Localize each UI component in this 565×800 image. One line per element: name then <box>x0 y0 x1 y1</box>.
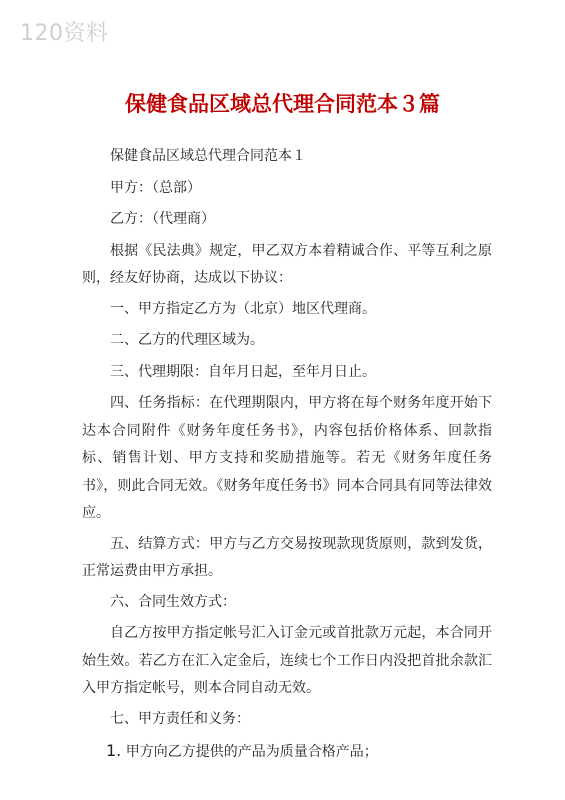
paragraph-subtitle: 保健食品区域总代理合同范本１ <box>110 148 306 164</box>
paragraph-clause-3: 三、代理期限：自年月日起，至年月日止。 <box>110 363 376 380</box>
paragraph-clause-7: 七、甲方责任和义务： <box>110 710 250 727</box>
list-item <box>82 737 492 767</box>
list-item-text: 甲方向乙方提供的产品为质量合格产品； <box>125 744 378 760</box>
watermark: 120资料 <box>20 21 109 46</box>
paragraph-clause-2: 二、乙方的代理区域为。 <box>110 332 264 348</box>
paragraph-clause-1: 一、甲方指定乙方为（北京）地区代理商。 <box>110 300 376 317</box>
paragraph-party-a: 甲方：（总部） <box>110 179 201 196</box>
paragraph-clause-6-body: 自乙方按甲方指定帐号汇入订金元或首批款万元起，本合同开始生效。若乙方在汇入定金后，连续七个工作日内没把首批余款汇入甲方指定帐号，则本合同自动无效。 <box>82 625 492 696</box>
paragraph-preamble: 根据《民法典》规定，甲乙双方本着精诚合作、平等互利之原则，经友好协商，达成以下协议： <box>82 242 492 286</box>
paragraph-clause-4: 四、任务指标：在代理期限内，甲方将在每个财务年度开始下达本合同附件《财务年度任务书》，内容包括价格体系、回款指标、销售计划、甲方支持和奖励措施等。若无《财务年度任务书》，则此合同无效。《财务年度任务书》同本合同具有同等法律效应。 <box>82 395 492 521</box>
paragraph-clause-6: 六、合同生效方式： <box>110 593 236 610</box>
paragraph-party-b: 乙方：（代理商） <box>110 211 215 227</box>
document-body <box>82 143 492 770</box>
paragraph-clause-5: 五、结算方式：甲方与乙方交易按现款现货原则，款到发货，正常运费由甲方承担。 <box>82 535 492 579</box>
document-title: 保健食品区域总代理合同范本３篇 <box>125 92 440 116</box>
list-item-number: 1. <box>106 741 122 760</box>
